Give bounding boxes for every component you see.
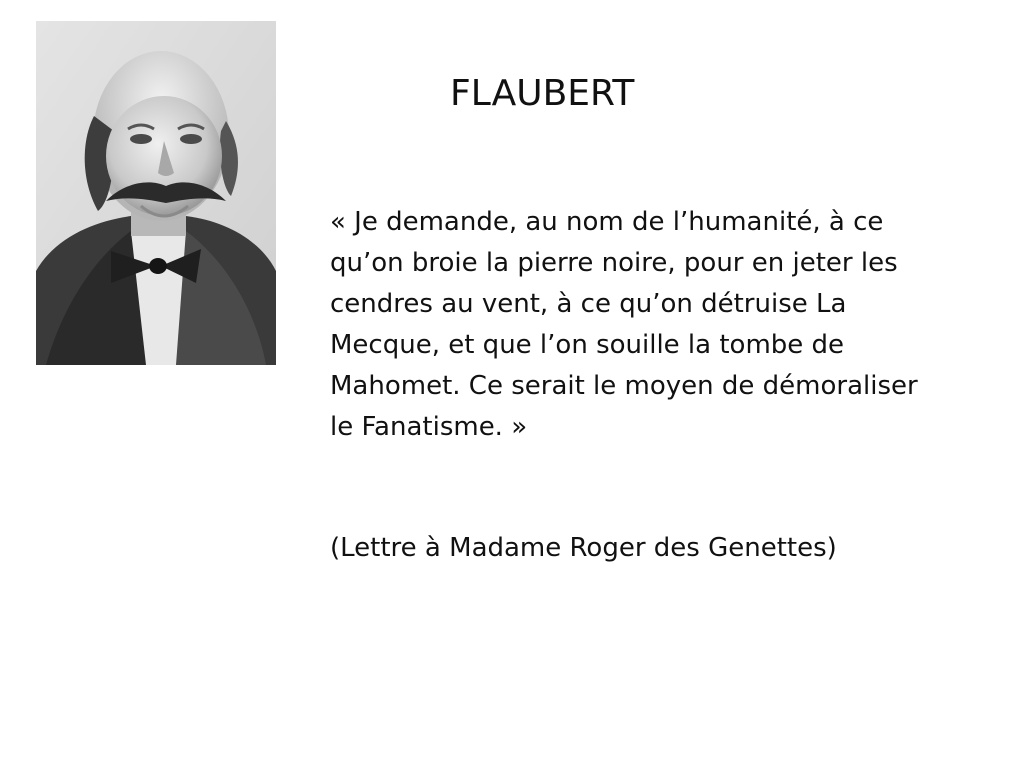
quote-line: « Je demande, au nom de l’humanité, à ce — [330, 207, 884, 237]
quote-text — [330, 202, 980, 448]
quote-line: qu’on broie la pierre noire, pour en jeter les — [330, 248, 898, 278]
quote-line: Mahomet. Ce serait le moyen de démoraliser — [330, 371, 918, 401]
quote-line: Mecque, et que l’on souille la tombe de — [330, 330, 845, 360]
portrait-illustration — [36, 21, 276, 365]
quote-source: (Lettre à Madame Roger des Genettes) — [330, 533, 837, 563]
slide-title: FLAUBERT — [450, 73, 635, 114]
portrait-image — [36, 21, 276, 365]
quote-line: cendres au vent, à ce qu’on détruise La — [330, 289, 847, 319]
quote-line: le Fanatisme. » — [330, 412, 528, 442]
